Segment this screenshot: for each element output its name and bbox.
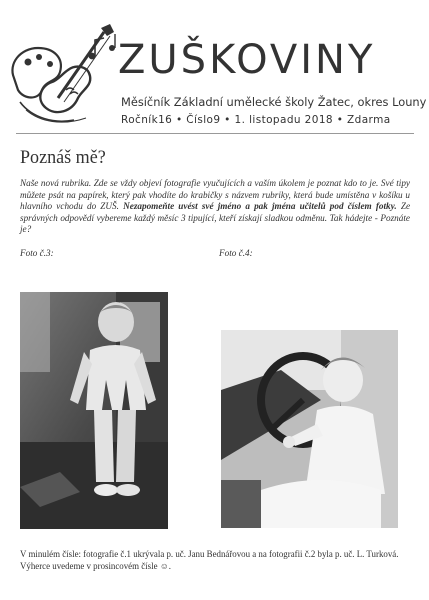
intro-bold-text: Nezapomeňte uvést své jméno a pak jména učitelů pod číslem fotky. bbox=[123, 201, 397, 212]
newsletter-title: ZUŠKOVINY bbox=[118, 37, 376, 83]
school-logo bbox=[6, 20, 124, 128]
footer-line-1: V minulém čísle: fotografie č.1 ukrývala p. uč. Janu Bednářovou a na fotografii č.2 byla p. uč. L. Turková. bbox=[20, 549, 399, 559]
photo3-caption: Foto č.3: bbox=[20, 248, 54, 258]
footer-line-2: Výherce uvedeme v prosincovém čísle ☺. bbox=[20, 561, 172, 571]
issue-info: Ročník16 • Číslo9 • 1. listopadu 2018 • Zdarma bbox=[121, 114, 391, 126]
intro-text-1: Naše nová rubrika. Zde se vždy objeví fotografie vyučujících a vaším úkolem je poznat kdo to je. Své tipy můžete psát na papírek, který pak vhodíte do krabičky s názvem rubriky, která bude umístěna v košíku u hlavního vchodu do ZUŠ. bbox=[20, 178, 410, 212]
footer-note bbox=[20, 548, 416, 572]
photo4-caption: Foto č.4: bbox=[219, 248, 253, 258]
header-divider bbox=[16, 133, 414, 134]
photo-3 bbox=[20, 292, 168, 529]
newsletter-subtitle: Měsíčník Základní umělecké školy Žatec, okres Louny bbox=[121, 95, 427, 109]
article-heading: Poznáš mě? bbox=[20, 147, 106, 168]
intro-text-2: Ze správných odpovědí vybereme každý měsíc 3 tipující, kteří získají sladkou odměnu. Tak hádejte - Poznáte je? bbox=[20, 201, 411, 235]
article-intro bbox=[20, 178, 410, 236]
photo-4 bbox=[221, 330, 398, 528]
